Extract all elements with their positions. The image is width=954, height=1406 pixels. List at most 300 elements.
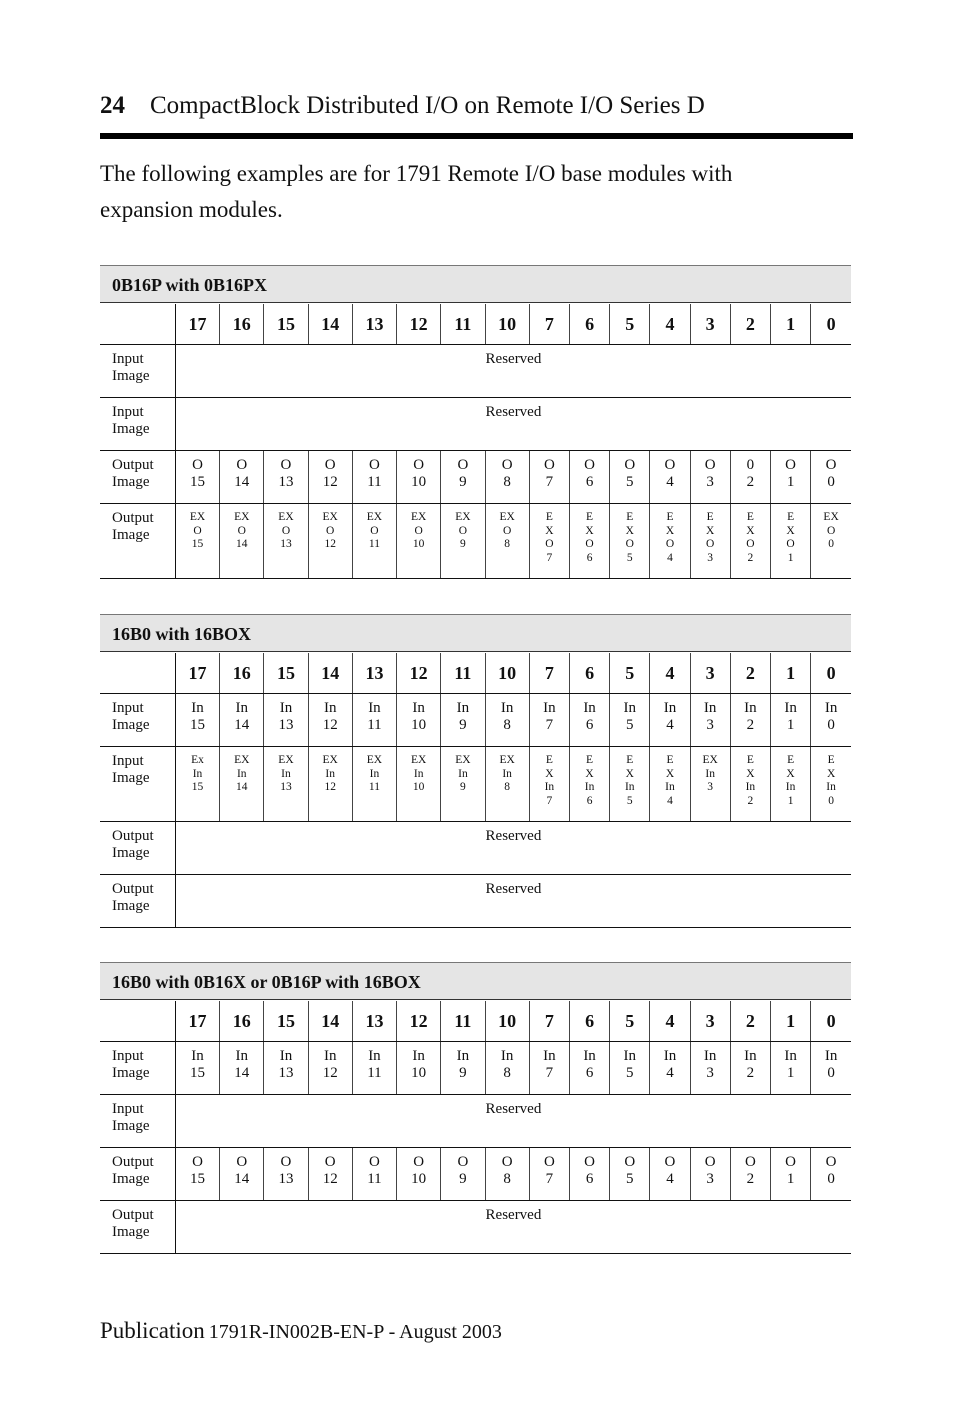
row-label-cell <box>100 822 175 875</box>
bit-cell <box>308 747 352 822</box>
bit-number-header: 10 <box>485 304 529 345</box>
bit-cell <box>770 694 810 747</box>
bit-cell <box>770 1042 810 1095</box>
bit-cell <box>308 1042 352 1095</box>
image-row <box>100 875 851 928</box>
bit-cell-text: E X O 4 <box>665 511 675 564</box>
image-row <box>100 345 851 398</box>
bit-cell-text: 0 2 <box>746 457 755 490</box>
bit-cell-text: O 8 <box>501 1154 513 1187</box>
image-row <box>100 1201 851 1254</box>
bit-cell <box>352 504 396 579</box>
bit-cell-text: E X In 5 <box>624 754 635 807</box>
bit-cell-text: O 2 <box>744 1154 756 1187</box>
bit-cell <box>397 1148 441 1201</box>
bit-cell-text: E X In 7 <box>544 754 555 807</box>
running-title: CompactBlock Distributed I/O on Remote I/O Series D <box>150 92 705 119</box>
page-footer <box>100 1318 502 1344</box>
row-label-cell <box>100 398 175 451</box>
bit-cell-text: In 9 <box>456 1048 470 1081</box>
bit-cell-text: O 10 <box>411 1154 427 1187</box>
bit-cell-text: EX O 15 <box>189 511 206 550</box>
bit-cell <box>569 747 609 822</box>
bit-cell <box>770 504 810 579</box>
bit-cell-text: E X O 1 <box>786 511 795 564</box>
bit-cell <box>569 1148 609 1201</box>
bit-cell-text: EX O 0 <box>823 511 839 550</box>
bit-cell <box>220 451 264 504</box>
bit-cell <box>397 451 441 504</box>
bit-cell-text: E X O 6 <box>585 511 594 564</box>
bit-cell <box>175 1148 219 1201</box>
bit-cell-text: EX In 9 <box>455 754 471 793</box>
bit-cell-text: O 6 <box>584 1154 595 1187</box>
bit-cell-text: EX In 10 <box>411 754 427 793</box>
bit-cell-text: Ex In 15 <box>191 754 204 793</box>
header-rule <box>100 133 853 139</box>
bit-cell-text: In 1 <box>784 1048 797 1081</box>
bit-number-header: 6 <box>569 653 609 694</box>
bit-cell-text: O 14 <box>234 457 250 490</box>
bit-number-header: 3 <box>690 653 730 694</box>
bit-cell-text: In 10 <box>411 700 427 733</box>
bit-number-header: 13 <box>352 1001 396 1042</box>
bit-cell <box>770 451 810 504</box>
bit-cell <box>441 1042 485 1095</box>
bit-cell-text: EX In 8 <box>499 754 515 793</box>
bit-number-header: 10 <box>485 653 529 694</box>
bit-number-header: 16 <box>220 1001 264 1042</box>
table-caption: 16B0 with 0B16X or 0B16P with 16BOX <box>100 962 851 1000</box>
bit-cell <box>770 747 810 822</box>
bit-cell-text: O 15 <box>190 457 205 490</box>
bit-cell <box>397 747 441 822</box>
bit-number-header: 13 <box>352 304 396 345</box>
bit-cell <box>264 451 308 504</box>
bit-cell-text: In 11 <box>367 1048 382 1081</box>
bit-cell-text: O 3 <box>704 457 716 490</box>
bit-cell <box>650 694 690 747</box>
corner-cell <box>100 1001 175 1042</box>
bit-cell-text: E X In 0 <box>826 754 836 807</box>
bit-cell <box>264 1148 308 1201</box>
bit-cell-text: O 7 <box>543 1154 555 1187</box>
bit-cell <box>485 1148 529 1201</box>
row-label-cell <box>100 1148 175 1201</box>
bit-cell <box>352 694 396 747</box>
bit-cell-text: EX In 11 <box>366 754 383 793</box>
bit-number-header: 0 <box>811 304 851 345</box>
bit-cell <box>264 747 308 822</box>
bit-number-header: 5 <box>610 304 650 345</box>
bit-cell <box>569 1042 609 1095</box>
bit-number-header: 4 <box>650 304 690 345</box>
bit-cell <box>569 504 609 579</box>
bit-cell-text: In 2 <box>744 700 757 733</box>
bit-cell <box>811 1042 851 1095</box>
bit-cell <box>811 747 851 822</box>
bit-cell-text: O 5 <box>624 457 636 490</box>
bit-cell <box>441 451 485 504</box>
row-label: Input Image <box>112 700 150 733</box>
bit-cell <box>308 504 352 579</box>
image-row <box>100 398 851 451</box>
bit-cell-text: O 14 <box>234 1154 250 1187</box>
bit-cell-text: O 8 <box>501 457 513 490</box>
bit-number-row <box>100 1001 851 1042</box>
bit-cell-text: In 15 <box>190 1048 205 1081</box>
bit-cell-text: In 10 <box>411 1048 427 1081</box>
bit-number-header: 15 <box>264 304 308 345</box>
bit-cell-text: EX In 14 <box>234 754 250 793</box>
bit-cell-text: In 11 <box>367 700 382 733</box>
table-caption: 16B0 with 16BOX <box>100 614 851 652</box>
bit-cell <box>397 1042 441 1095</box>
bit-number-header: 17 <box>175 304 219 345</box>
row-label-cell <box>100 1095 175 1148</box>
row-label-cell <box>100 1042 175 1095</box>
bit-cell <box>308 451 352 504</box>
bit-cell-text: O 7 <box>543 457 555 490</box>
bit-cell <box>650 747 690 822</box>
reserved-cell: Reserved <box>175 1201 851 1254</box>
bit-cell <box>730 451 770 504</box>
table-caption: 0B16P with 0B16PX <box>100 265 851 303</box>
bit-cell-text: In 5 <box>623 1048 637 1081</box>
bit-map-table <box>100 653 851 928</box>
bit-cell <box>485 504 529 579</box>
bit-cell-text: In 3 <box>703 1048 717 1081</box>
bit-cell-text: O 5 <box>624 1154 636 1187</box>
bit-cell <box>730 747 770 822</box>
bit-cell <box>308 1148 352 1201</box>
bit-cell-text: E X O 2 <box>746 511 755 564</box>
bit-cell-text: O 15 <box>190 1154 205 1187</box>
bit-cell-text: In 1 <box>784 700 797 733</box>
bit-number-header: 14 <box>308 1001 352 1042</box>
row-label: Input Image <box>112 1048 150 1081</box>
row-label-cell <box>100 345 175 398</box>
row-label: Output Image <box>112 1154 154 1187</box>
bit-cell-text: In 6 <box>583 700 596 733</box>
bit-cell-text: In 5 <box>623 700 637 733</box>
bit-cell <box>811 1148 851 1201</box>
bit-cell-text: EX In 12 <box>322 754 338 793</box>
bit-cell-text: In 15 <box>190 700 205 733</box>
reserved-cell: Reserved <box>175 398 851 451</box>
bit-cell-text: In 4 <box>663 1048 677 1081</box>
bit-cell-text: EX O 9 <box>455 511 471 550</box>
bit-cell-text: In 13 <box>278 700 294 733</box>
bit-number-header: 5 <box>610 1001 650 1042</box>
bit-cell-text: O 11 <box>367 457 382 490</box>
bit-cell <box>610 504 650 579</box>
bit-number-row <box>100 653 851 694</box>
bit-cell <box>690 504 730 579</box>
bit-cell <box>690 747 730 822</box>
bit-cell <box>485 1042 529 1095</box>
row-label: Input Image <box>112 404 150 437</box>
bit-cell-text: O 4 <box>664 1154 676 1187</box>
bit-number-header: 2 <box>730 304 770 345</box>
bit-cell <box>650 504 690 579</box>
row-label-cell <box>100 694 175 747</box>
page-header <box>100 92 853 126</box>
bit-cell <box>529 1148 569 1201</box>
bit-cell <box>397 694 441 747</box>
bit-cell <box>730 1148 770 1201</box>
reserved-cell: Reserved <box>175 1095 851 1148</box>
bit-number-header: 10 <box>485 1001 529 1042</box>
bit-cell-text: O 4 <box>664 457 676 490</box>
bit-cell <box>811 451 851 504</box>
bit-cell <box>485 694 529 747</box>
bit-cell-text: O 13 <box>278 1154 294 1187</box>
image-row <box>100 504 851 579</box>
bit-cell <box>220 1148 264 1201</box>
bit-cell <box>730 1042 770 1095</box>
bit-cell-text: In 0 <box>824 700 838 733</box>
bit-number-header: 11 <box>441 1001 485 1042</box>
bit-cell <box>730 694 770 747</box>
bit-cell-text: O 3 <box>704 1154 716 1187</box>
bit-cell-text: O 11 <box>367 1154 382 1187</box>
bit-cell <box>690 694 730 747</box>
bit-number-header: 11 <box>441 304 485 345</box>
bit-map-table <box>100 304 851 579</box>
bit-number-header: 7 <box>529 304 569 345</box>
bit-number-row <box>100 304 851 345</box>
bit-number-header: 2 <box>730 1001 770 1042</box>
bit-number-header: 3 <box>690 1001 730 1042</box>
bit-cell <box>529 1042 569 1095</box>
bit-cell <box>220 504 264 579</box>
corner-cell <box>100 304 175 345</box>
bit-cell-text: E X In 6 <box>584 754 595 807</box>
bit-cell-text: E X O 3 <box>706 511 715 564</box>
bit-number-header: 14 <box>308 304 352 345</box>
bit-cell <box>352 747 396 822</box>
bit-cell-text: E X In 2 <box>745 754 756 807</box>
bit-cell <box>610 747 650 822</box>
bit-cell <box>690 1148 730 1201</box>
bit-cell <box>441 694 485 747</box>
bit-cell-text: In 14 <box>234 700 250 733</box>
bit-number-header: 1 <box>770 304 810 345</box>
bit-cell-text: In 0 <box>824 1048 838 1081</box>
bit-cell <box>175 504 219 579</box>
bit-cell <box>352 1148 396 1201</box>
bit-number-header: 0 <box>811 653 851 694</box>
bit-number-header: 12 <box>397 304 441 345</box>
reserved-cell: Reserved <box>175 822 851 875</box>
bit-number-header: 12 <box>397 1001 441 1042</box>
bit-cell-text: In 13 <box>278 1048 294 1081</box>
bit-cell <box>569 694 609 747</box>
bit-cell <box>264 504 308 579</box>
bit-number-header: 6 <box>569 1001 609 1042</box>
bit-number-header: 11 <box>441 653 485 694</box>
image-row <box>100 747 851 822</box>
image-row <box>100 822 851 875</box>
bit-cell-text: In 8 <box>500 1048 514 1081</box>
bit-cell <box>175 1042 219 1095</box>
row-label: Output Image <box>112 881 154 914</box>
bit-cell-text: In 9 <box>456 700 470 733</box>
reserved-cell: Reserved <box>175 345 851 398</box>
bit-number-header: 17 <box>175 1001 219 1042</box>
bit-cell-text: EX O 14 <box>234 511 250 550</box>
bit-cell-text: E X In 4 <box>665 754 675 807</box>
bit-number-header: 13 <box>352 653 396 694</box>
bit-number-header: 4 <box>650 653 690 694</box>
bit-cell <box>485 747 529 822</box>
bit-cell <box>352 1042 396 1095</box>
page-number: 24 <box>100 92 125 119</box>
bit-cell <box>650 1042 690 1095</box>
bit-cell-text: In 7 <box>543 700 556 733</box>
bit-cell <box>811 694 851 747</box>
bit-number-header: 7 <box>529 1001 569 1042</box>
row-label-cell <box>100 1201 175 1254</box>
row-label-cell <box>100 875 175 928</box>
bit-cell-text: E X O 7 <box>545 511 554 564</box>
bit-cell-text: In 8 <box>500 700 514 733</box>
bit-cell <box>397 504 441 579</box>
bit-cell-text: In 2 <box>744 1048 757 1081</box>
bit-cell-text: O 9 <box>457 457 469 490</box>
bit-cell-text: In 6 <box>583 1048 596 1081</box>
row-label: Output Image <box>112 1207 154 1240</box>
bit-number-header: 2 <box>730 653 770 694</box>
bit-cell <box>264 694 308 747</box>
bit-cell <box>220 694 264 747</box>
bit-cell-text: O 13 <box>278 457 294 490</box>
bit-cell-text: O 12 <box>322 1154 338 1187</box>
row-label: Input Image <box>112 753 150 786</box>
bit-cell-text: O 0 <box>825 457 837 490</box>
bit-cell <box>730 504 770 579</box>
bit-number-header: 16 <box>220 653 264 694</box>
bit-cell <box>610 694 650 747</box>
row-label-cell <box>100 504 175 579</box>
bit-cell <box>352 451 396 504</box>
bit-cell <box>529 747 569 822</box>
bit-cell-text: E X In 1 <box>785 754 796 807</box>
bit-cell-text: O 10 <box>411 457 427 490</box>
bit-number-header: 1 <box>770 1001 810 1042</box>
row-label: Output Image <box>112 510 154 543</box>
bit-number-header: 15 <box>264 653 308 694</box>
bit-cell-text: EX O 8 <box>499 511 515 550</box>
bit-cell <box>220 1042 264 1095</box>
image-row <box>100 1148 851 1201</box>
bit-cell <box>690 1042 730 1095</box>
image-row <box>100 1042 851 1095</box>
bit-cell <box>650 451 690 504</box>
bit-cell-text: EX O 10 <box>411 511 427 550</box>
bit-cell <box>441 1148 485 1201</box>
bit-cell <box>650 1148 690 1201</box>
bit-cell <box>529 504 569 579</box>
bit-cell-text: E X O 5 <box>625 511 634 564</box>
bit-cell <box>441 504 485 579</box>
bit-cell <box>220 747 264 822</box>
bit-cell <box>485 451 529 504</box>
bit-cell-text: In 14 <box>234 1048 250 1081</box>
bit-cell-text: O 12 <box>322 457 338 490</box>
bit-cell-text: EX O 13 <box>278 511 294 550</box>
image-row <box>100 1095 851 1148</box>
row-label: Input Image <box>112 351 150 384</box>
bit-cell-text: EX In 3 <box>702 754 718 793</box>
row-label: Output Image <box>112 828 154 861</box>
bit-number-header: 5 <box>610 653 650 694</box>
reserved-cell: Reserved <box>175 875 851 928</box>
bit-cell-text: O 1 <box>785 457 796 490</box>
bit-number-header: 16 <box>220 304 264 345</box>
corner-cell <box>100 653 175 694</box>
bit-cell <box>308 694 352 747</box>
bit-number-header: 17 <box>175 653 219 694</box>
bit-cell <box>175 694 219 747</box>
bit-cell <box>264 1042 308 1095</box>
bit-cell-text: EX In 13 <box>278 754 294 793</box>
publication-code: 1791R-IN002B-EN-P - August 2003 <box>208 1321 502 1343</box>
bit-cell <box>770 1148 810 1201</box>
bit-cell-text: EX O 12 <box>322 511 338 550</box>
bit-cell-text: In 4 <box>663 700 677 733</box>
bit-cell-text: In 12 <box>322 700 338 733</box>
bit-cell <box>610 1042 650 1095</box>
bit-number-header: 12 <box>397 653 441 694</box>
row-label-cell <box>100 747 175 822</box>
bit-cell <box>569 451 609 504</box>
bit-number-header: 6 <box>569 304 609 345</box>
bit-number-header: 3 <box>690 304 730 345</box>
bit-number-header: 0 <box>811 1001 851 1042</box>
bit-number-header: 15 <box>264 1001 308 1042</box>
bit-number-header: 4 <box>650 1001 690 1042</box>
bit-cell-text: O 1 <box>785 1154 796 1187</box>
bit-cell <box>175 747 219 822</box>
image-row <box>100 451 851 504</box>
publication-label: Publication <box>100 1318 205 1343</box>
bit-cell-text: In 7 <box>543 1048 556 1081</box>
row-label: Output Image <box>112 457 154 490</box>
bit-map-table <box>100 1001 851 1254</box>
bit-cell-text: O 9 <box>457 1154 469 1187</box>
bit-cell-text: O 0 <box>825 1154 837 1187</box>
image-row <box>100 694 851 747</box>
bit-cell-text: EX O 11 <box>366 511 383 550</box>
bit-cell <box>610 1148 650 1201</box>
intro-paragraph: The following examples are for 1791 Remote I/O base modules with expansion modules. <box>100 161 733 222</box>
bit-cell-text: In 3 <box>703 700 717 733</box>
bit-number-header: 7 <box>529 653 569 694</box>
bit-number-header: 14 <box>308 653 352 694</box>
bit-cell <box>529 694 569 747</box>
row-label-cell <box>100 451 175 504</box>
bit-number-header: 1 <box>770 653 810 694</box>
row-label: Input Image <box>112 1101 150 1134</box>
bit-cell <box>441 747 485 822</box>
bit-cell <box>811 504 851 579</box>
bit-cell <box>610 451 650 504</box>
bit-cell <box>529 451 569 504</box>
bit-cell <box>690 451 730 504</box>
bit-cell <box>175 451 219 504</box>
